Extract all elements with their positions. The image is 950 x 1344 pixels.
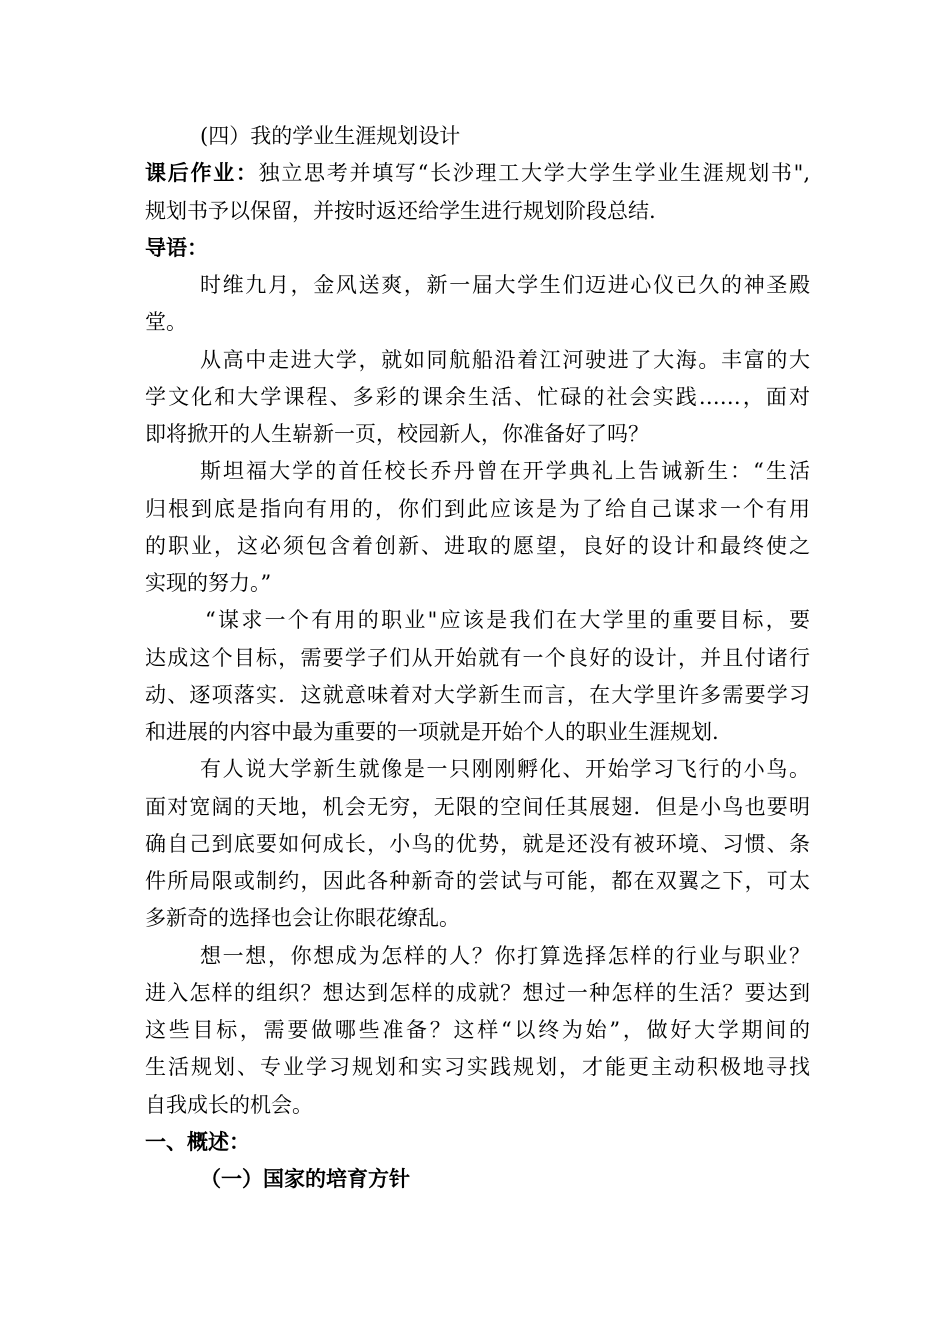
paragraph-line: 达成这个目标，需要学子们从开始就有一个良好的设计，并且付诸行 [145,646,810,670]
paragraph-line: 动、逐项落实．这就意味着对大学新生而言，在大学里许多需要学习 [145,683,810,707]
paragraph-line: 进入怎样的组织？想达到怎样的成就？想过一种怎样的生活？要达到 [145,981,810,1005]
homework-line-1 [145,158,810,188]
section-1-heading: 一、概述： [145,1129,250,1154]
section-4-title: (四）我的学业生涯规划设计 [200,124,461,148]
paragraph-line: 时维九月，金风送爽，新一届大学生们迈进心仪已久的神圣殿 [200,273,810,297]
paragraph-line: 归根到底是指向有用的，你们到此应该是为了给自己谋求一个有用 [145,497,810,521]
paragraph-line: 的职业，这必须包含着创新、进取的愿望，良好的设计和最终使之 [145,534,810,558]
paragraph-line: 这些目标，需要做哪些准备？这样“以终为始”，做好大学期间的 [145,1018,810,1042]
paragraph-line: 面对宽阔的天地，机会无穷，无限的空间任其展翅．但是小鸟也要明 [145,795,810,819]
paragraph-line: 生活规划、专业学习规划和实习实践规划，才能更主动积极地寻找 [145,1055,810,1079]
paragraph-line: 自我成长的机会。 [145,1093,313,1117]
paragraph-line: 学文化和大学课程、多彩的课余生活、忙碌的社会实践……，面对 [145,385,810,409]
paragraph-line: 和进展的内容中最为重要的一项就是开始个人的职业生涯规划. [145,720,719,744]
paragraph-line: 想一想，你想成为怎样的人？你打算选择怎样的行业与职业？ [200,944,810,968]
homework-line-2: 规划书予以保留，并按时返还给学生进行规划阶段总结. [145,199,656,223]
paragraph-line: 斯坦福大学的首任校长乔丹曾在开学典礼上告诫新生：“生活 [200,459,810,483]
paragraph-line: 实现的努力。” [145,571,272,595]
paragraph-line: 确自己到底要如何成长，小鸟的优势，就是还没有被环境、习惯、条 [145,832,810,856]
homework-label: 课后作业： [145,160,259,185]
paragraph-line: 有人说大学新生就像是一只刚刚孵化、开始学习飞行的小鸟。 [200,757,810,781]
paragraph-line: 从高中走进大学，就如同航船沿着江河驶进了大海。丰富的大 [200,348,810,372]
intro-heading: 导语： [145,235,208,260]
paragraph-line: 件所局限或制约，因此各种新奇的尝试与可能，都在双翼之下，可太 [145,869,810,893]
subsection-1-heading: （一）国家的培育方针 [200,1166,410,1191]
paragraph-line: “谋求一个有用的职业"应该是我们在大学里的重要目标，要 [205,608,810,632]
homework-text-1: 独立思考并填写“长沙理工大学大学生学业生涯规划书", [258,161,810,185]
paragraph-line: 堂。 [145,310,187,334]
paragraph-line: 多新奇的选择也会让你眼花缭乱。 [145,906,460,930]
paragraph-line: 即将掀开的人生崭新一页，校园新人，你准备好了吗？ [145,422,649,446]
